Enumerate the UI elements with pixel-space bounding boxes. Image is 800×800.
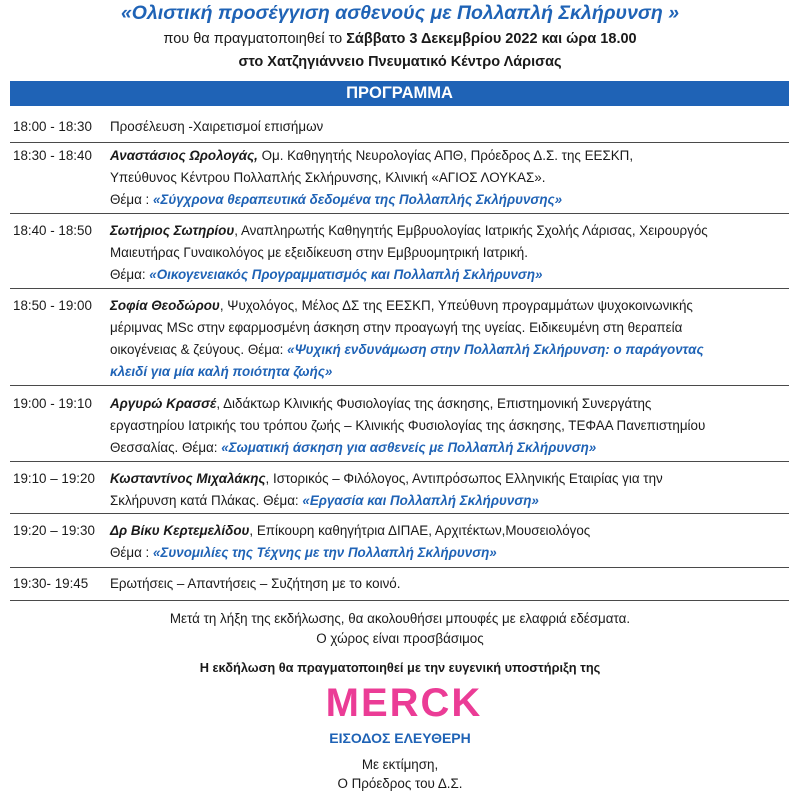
program-row: [10, 145, 789, 214]
speaker-info: , Επίκουρη καθηγήτρια ΔΙΠΑΕ, Αρχιτέκτων,Μουσειολόγος: [249, 523, 591, 538]
sponsor-note: Η εκδήλωση θα πραγματοποιηθεί με την ευγενική υποστήριξη της: [199, 660, 601, 675]
topic-label: Θέμα:: [110, 267, 150, 282]
speaker-name: Σοφία Θεοδώρου: [110, 298, 220, 313]
speaker-info: , Αναπληρωτής Καθηγητής Εμβρυολογίας Ιατρικής Σχολής Λάρισας, Χειρουργός: [234, 223, 708, 238]
program-row: [10, 295, 789, 386]
signature-title: Ο Πρόεδρος του Δ.Σ.: [337, 776, 463, 791]
program-row: [10, 116, 789, 143]
speaker-info: εργαστηρίου Ιατρικής του τρόπου ζωής – Κλινικής Φυσιολογίας της άσκησης, ΤΕΦΑΑ Πανεπιστημίου: [110, 418, 706, 433]
program-row: [10, 220, 789, 289]
talk-topic: «Συνομιλίες της Τέχνης με την Πολλαπλή Σκλήρυνση»: [153, 545, 497, 560]
program-description: [110, 220, 788, 286]
speaker-name: Αναστάσιος Ωρολογάς,: [110, 148, 258, 163]
event-date-prefix: που θα πραγματοποιηθεί το: [163, 31, 347, 47]
program-description: [110, 573, 788, 595]
program-description: [110, 393, 788, 459]
speaker-name: Κωσταντίνος Μιχαλάκης: [110, 471, 266, 486]
accessibility-note: Ο χώρος είναι προσβάσιμος: [316, 631, 484, 646]
closing-regards: Με εκτίμηση,: [361, 757, 439, 772]
speaker-info: μέριμνας MSc στην εφαρμοσμένη άσκηση στην προαγωγή της υγείας. Ειδικευμένη στη θεραπεία: [110, 320, 683, 335]
topic-label: οικογένειας & ζεύγους. Θέμα:: [110, 342, 288, 357]
topic-label: Θεσσαλίας. Θέμα:: [110, 440, 222, 455]
program-row: [10, 573, 789, 601]
topic-label: Σκλήρυνση κατά Πλάκας. Θέμα:: [110, 493, 303, 508]
speaker-info: Μαιευτήρας Γυναικολόγος με εξειδίκευση στην Εμβρυομητρική Ιατρική.: [110, 245, 528, 260]
topic-label: Θέμα :: [110, 545, 154, 560]
program-time: 18:50 - 19:00: [13, 298, 92, 313]
talk-topic: «Εργασία και Πολλαπλή Σκλήρυνση»: [302, 493, 539, 508]
program-banner: ΠΡΟΓΡΑΜΜΑ: [10, 81, 789, 106]
program-description: [110, 520, 788, 564]
speaker-info: , Ψυχολόγος, Μέλος ΔΣ της ΕΕΣΚΠ, Υπεύθυνη προγραμμάτων ψυχοκοινωνικής: [219, 298, 693, 313]
talk-topic: «Σωματική άσκηση για ασθενείς με Πολλαπλή Σκλήρυνση»: [221, 440, 597, 455]
speaker-name: Αργυρώ Κρασσέ: [110, 396, 217, 411]
program-time: 18:30 - 18:40: [13, 148, 92, 163]
talk-topic: «Σύγχρονα θεραπευτικά δεδομένα της Πολλαπλής Σκλήρυνσης»: [153, 192, 563, 207]
program-time: 19:10 – 19:20: [13, 471, 95, 486]
free-entry: ΕΙΣΟΔΟΣ ΕΛΕΥΘΕΡΗ: [329, 730, 471, 746]
program-time: 19:30- 19:45: [13, 576, 89, 591]
speaker-info: Υπεύθυνος Κέντρου Πολλαπλής Σκλήρυνσης, Κλινική «ΑΓΙΟΣ ΛΟΥΚΑΣ».: [110, 170, 546, 185]
program-time: 19:00 - 19:10: [13, 396, 92, 411]
talk-topic: «Ψυχική ενδυνάμωση στην Πολλαπλή Σκλήρυνση: ο παράγοντας: [287, 342, 704, 357]
talk-topic: «Οικογενειακός Προγραμματισμός και Πολλαπλή Σκλήρυνση»: [149, 267, 543, 282]
program-text: Ερωτήσεις – Απαντήσεις – Συζήτηση με το κοινό.: [110, 576, 401, 591]
program-description: [110, 116, 788, 138]
program-row: [10, 520, 789, 568]
program-row: [10, 393, 789, 462]
program-time: 18:00 - 18:30: [13, 119, 92, 134]
event-title: «Ολιστική προσέγγιση ασθενούς με Πολλαπλή Σκλήρυνση »: [120, 2, 680, 24]
event-date-line: [0, 31, 800, 47]
program-time: 18:40 - 18:50: [13, 223, 92, 238]
speaker-info: , Διδάκτωρ Κλινικής Φυσιολογίας της άσκησης, Επιστημονική Συνεργάτης: [216, 396, 652, 411]
merck-logo-text: MERCK: [325, 683, 483, 721]
merck-logo: [300, 683, 508, 721]
talk-topic-continued: κλειδί για μία καλή ποιότητα ζωής»: [110, 364, 333, 379]
speaker-name: Δρ Βίκυ Κερτεμελίδου: [110, 523, 250, 538]
program-description: [110, 468, 788, 512]
speaker-info: Ομ. Καθηγητής Νευρολογίας ΑΠΘ, Πρόεδρος Δ.Σ. της ΕΕΣΚΠ,: [257, 148, 634, 163]
program-description: [110, 295, 788, 383]
buffet-note: Μετά τη λήξη της εκδήλωσης, θα ακολουθήσει μπουφές με ελαφριά εδέσματα.: [169, 611, 631, 626]
program-description: [110, 145, 788, 211]
event-venue: στο Χατζηγιάννειο Πνευματικό Κέντρο Λάρισας: [238, 54, 562, 70]
event-date: Σάββατο 3 Δεκεμβρίου 2022 και ώρα 18.00: [346, 31, 637, 47]
program-text: Προσέλευση -Χαιρετισμοί επισήμων: [110, 119, 324, 134]
program-row: [10, 468, 789, 514]
speaker-info: , Ιστορικός – Φιλόλογος, Αντιπρόσωπος Ελληνικής Εταιρίας για την: [265, 471, 663, 486]
topic-label: Θέμα :: [110, 192, 154, 207]
program-time: 19:20 – 19:30: [13, 523, 95, 538]
speaker-name: Σωτήριος Σωτηρίου: [110, 223, 235, 238]
